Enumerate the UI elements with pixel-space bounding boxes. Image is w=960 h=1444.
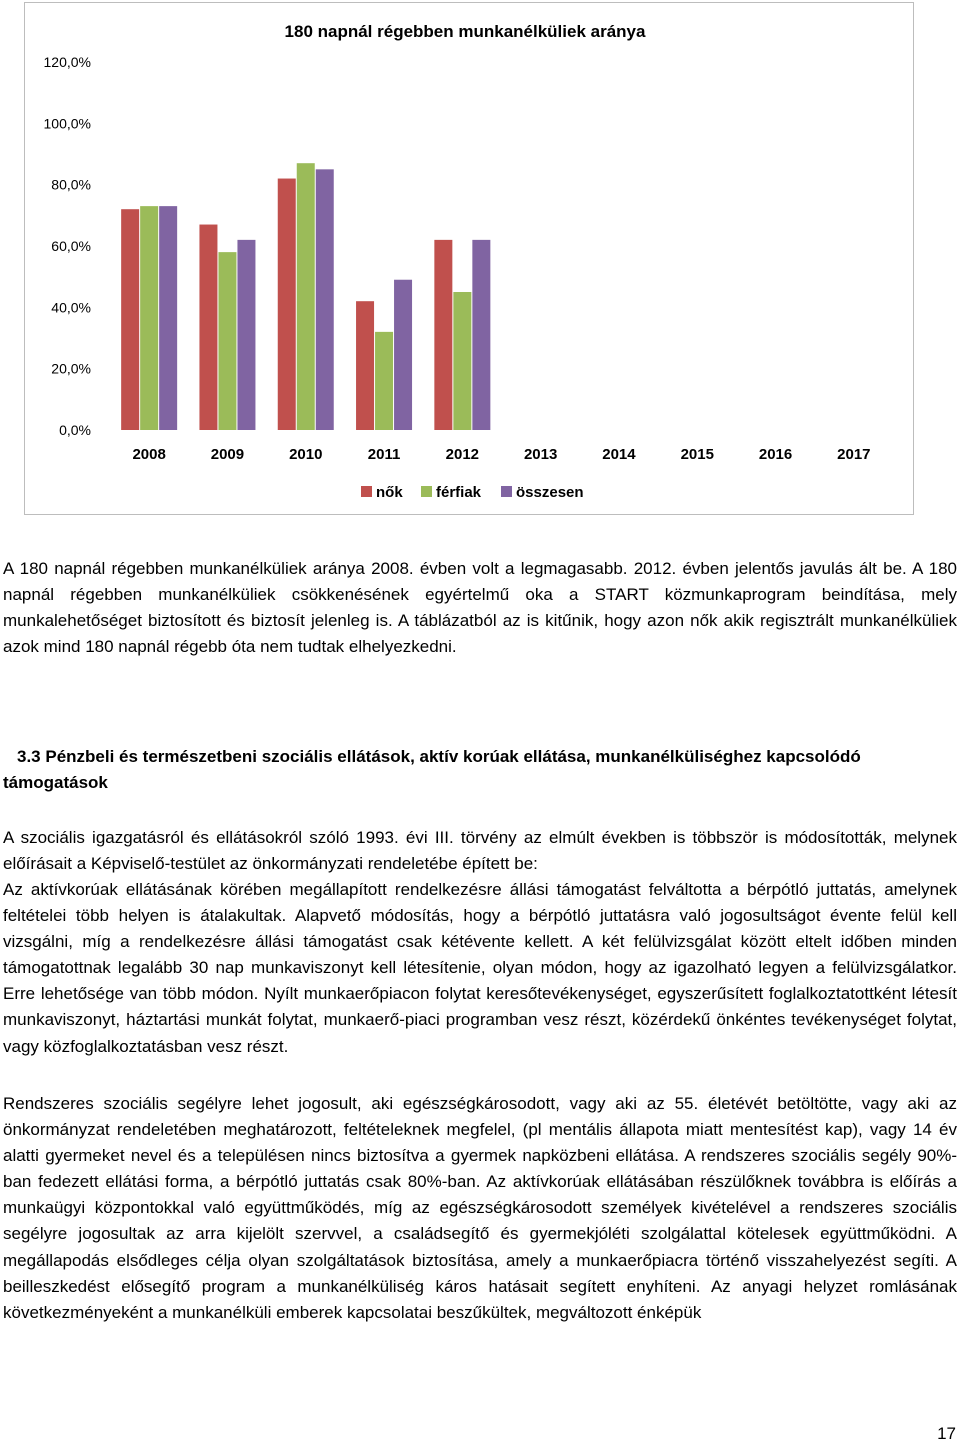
bar-nők-2010 — [278, 179, 296, 430]
x-axis-ticks — [132, 446, 870, 463]
x-tick-label: 2015 — [680, 446, 714, 463]
legend — [361, 484, 584, 501]
chart-title: 180 napnál régebben munkanélküliek aránya — [284, 22, 646, 41]
section-paragraph-2: Az aktívkorúak ellátásának körében megállapított rendelkezésre állási támogatást felváltotta a bérpótló juttatás, amelynek feltételei több helyen is átalakultak. Alapvető módosítás, hogy a bérpótló juttatásra való jogosultságot évente felül kell vizsgálni, míg a rendelkezésre állási támogatást csak kétévente kellett. A két felülvizsgálat között eltelt időben minden támogatottnak legalább 30 nap munkaviszonyt kell létesítenie, olyan módon, hogy az igazolható legyen a felülvizsgálatkor. Erre lehetősége van több módon. Nyílt munkaerőpiacon folytat keresőtevékenységet, egyszerűsített foglalkoztatottként létesít munkaviszonyt, háztartási munkát folytat, munkaerő-piaci programban vesz részt, közérdekű önkéntes tevékenységet folytat, vagy közfoglalkoztatásban vesz részt. — [3, 880, 957, 1056]
x-tick-label: 2010 — [289, 446, 323, 463]
chart-canvas — [25, 3, 913, 514]
x-tick-label: 2011 — [367, 446, 401, 463]
legend-label-férfiak: férfiak — [436, 484, 482, 501]
bar-összesen-2012 — [472, 240, 490, 430]
section-paragraph-3: Rendszeres szociális segélyre lehet jogosult, aki egészségkárosodott, vagy aki az 55. életévét betöltötte, vagy aki az önkormányzat rendeletében meghatározott, feltételeknek megfelel, (pl mentális állapota miatt mentesítést kap), vagy 14 év alatti gyermeket nevel és a településen nincs biztosítva a gyermek napközbeni ellátása. A rendszeres szociális segély 90%-ban fedezett ellátási forma, a bérpótló juttatás csak 80%-ban. Az aktívkorúak ellátásában részülőknek továbbra is előírás a munkaügyi központokkal való együttműködés, míg az egészségkárosodott személyek kivételével a rendszeres szociális segélyre jogosultak az arra kijelölt szervvel, a családsegítő és gyermekjóléti szolgálattal kötelesek együttműködni. A megállapodás elsődleges célja olyan szolgáltatások biztosítása, amely a munkaerőpiacra történő visszahelyezést segíti. A beilleszkedést elősegítő program a munkanélküliség káros hatásait segített enyhíteni. Az anyagi helyzet romlásának következményeként a munkanélküli emberek kapcsolatai beszűkültek, megváltozott énképük — [3, 1094, 957, 1322]
x-tick-label: 2013 — [523, 446, 558, 463]
legend-swatch-férfiak — [421, 486, 432, 497]
x-tick-label: 2017 — [837, 446, 871, 463]
bar-nők-2011 — [356, 301, 374, 430]
section-paragraph-1: A szociális igazgatásról és ellátásokról szóló 1993. évi III. törvény az elmúlt években is többször is módosították, melynek előírásait a Képviselő-testület az önkormányzati rendeletébe épített be: — [3, 828, 957, 874]
bar-chart — [24, 2, 914, 515]
page-number: 17 — [937, 1424, 956, 1443]
x-tick-label: 2008 — [132, 446, 166, 463]
legend-label-nők: nők — [376, 484, 403, 501]
bar-összesen-2010 — [316, 169, 334, 430]
bar-férfiak-2011 — [375, 332, 393, 430]
legend-label-összesen: összesen — [516, 484, 584, 501]
y-tick-label: 100,0% — [43, 115, 91, 132]
x-tick-label: 2012 — [445, 446, 480, 463]
legend-swatch-összesen — [501, 486, 512, 497]
x-tick-label: 2009 — [210, 446, 245, 463]
y-tick-label: 40,0% — [51, 299, 91, 316]
y-axis-ticks — [44, 54, 91, 438]
y-tick-label: 0,0% — [59, 422, 91, 438]
bar-férfiak-2008 — [140, 206, 158, 430]
bar-férfiak-2010 — [297, 163, 315, 430]
bar-összesen-2011 — [394, 280, 412, 430]
legend-swatch-nők — [361, 486, 372, 497]
bar-nők-2008 — [121, 209, 139, 430]
bar-nők-2012 — [434, 240, 452, 430]
bars — [121, 163, 490, 430]
x-tick-label: 2016 — [758, 446, 793, 463]
bar-férfiak-2012 — [453, 292, 471, 430]
bar-nők-2009 — [199, 225, 217, 430]
bar-összesen-2009 — [237, 240, 255, 430]
y-tick-label: 20,0% — [51, 360, 91, 377]
intro-paragraph: A 180 napnál régebben munkanélküliek aránya 2008. évben volt a legmagasabb. 2012. évben jelentős javulás ált be. A 180 napnál régebben munkanélküliek csökkenésének egyértelmű oka a START közmunkaprogram beindítása, mely munkalehetőséget biztosított és biztosít jelenleg is. A táblázatból az is kitűnik, hogy azon nők akik regisztrált munkanélküliek azok mind 180 napnál régebb óta nem tudtak elhelyezkedni. — [3, 559, 957, 657]
x-tick-label: 2014 — [602, 446, 636, 463]
y-tick-label: 120,0% — [43, 54, 91, 70]
section-heading: 3.3 Pénzbeli és természetbeni szociális ellátások, aktív korúak ellátása, munkanélküliséghez kapcsolódó támogatások — [3, 747, 861, 792]
y-tick-label: 80,0% — [51, 176, 91, 193]
bar-férfiak-2009 — [218, 252, 236, 430]
y-tick-label: 60,0% — [51, 238, 91, 254]
bar-összesen-2008 — [159, 206, 177, 430]
